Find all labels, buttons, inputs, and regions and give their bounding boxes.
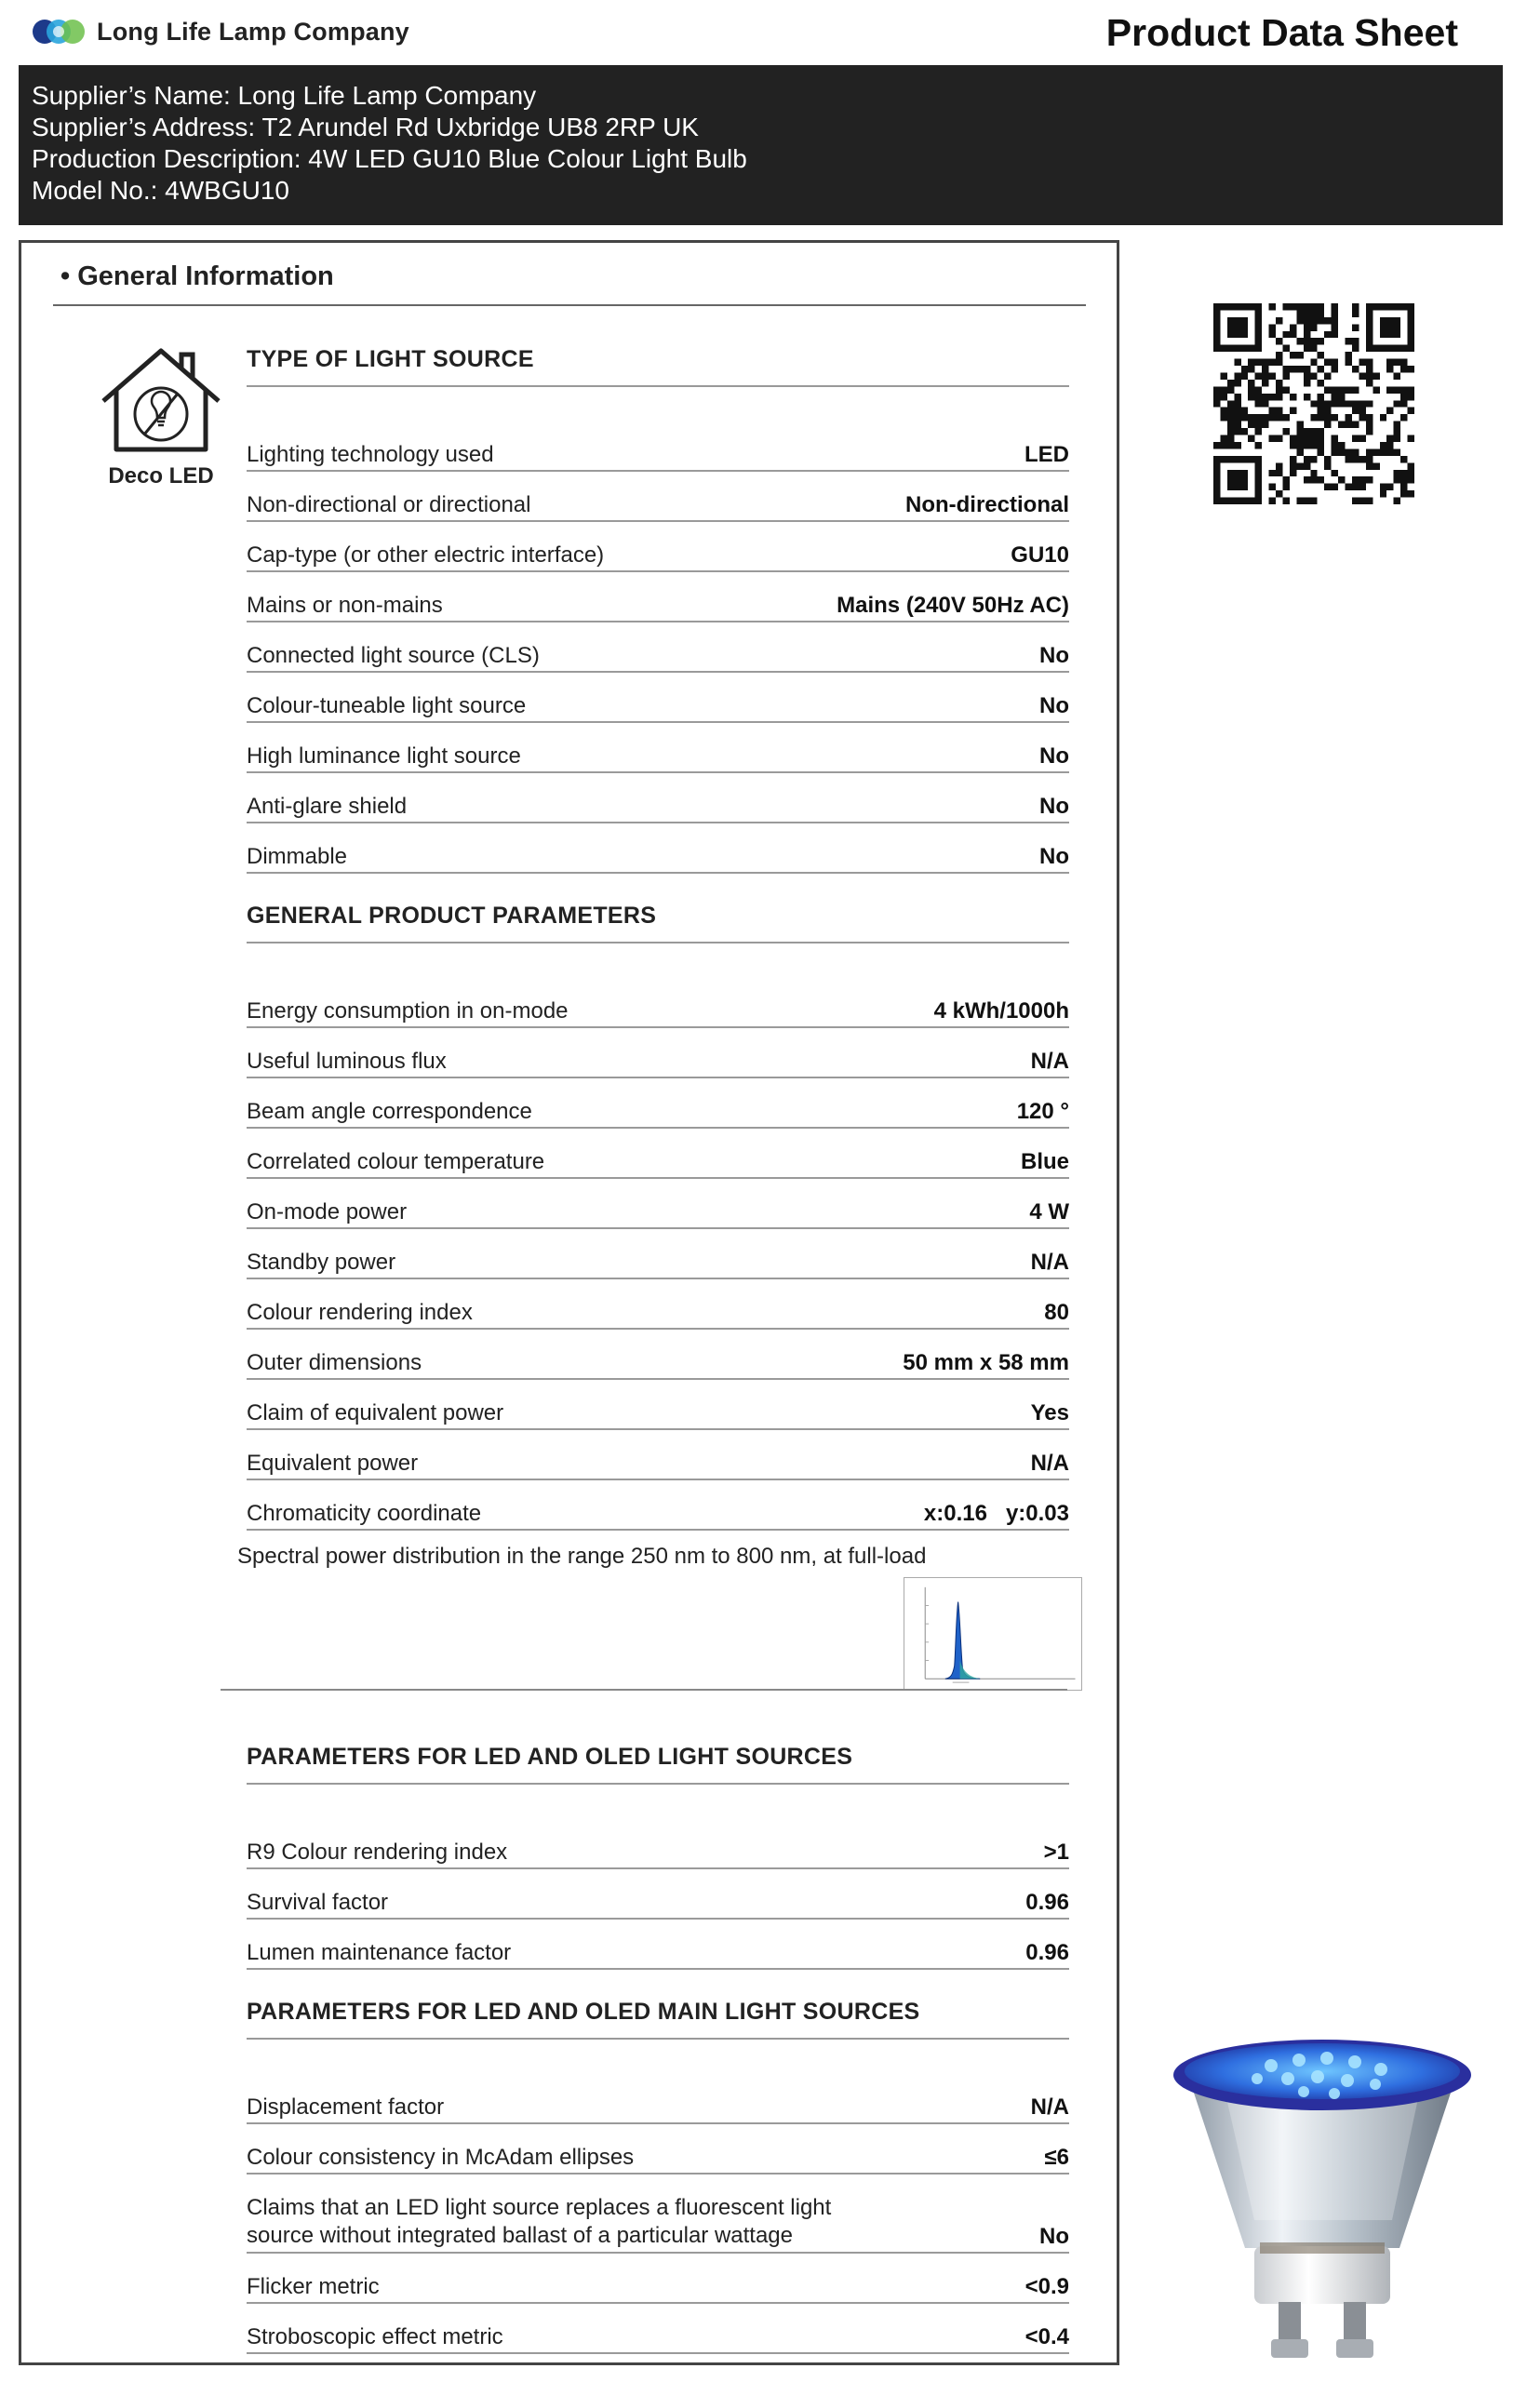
spec-value: >1 xyxy=(1043,1840,1069,1865)
spec-label: R9 Colour rendering index xyxy=(247,1840,508,1865)
spec-value: <0.4 xyxy=(1024,2324,1069,2349)
spec-row xyxy=(247,723,1069,773)
spec-label: Lighting technology used xyxy=(247,442,494,467)
spectral-distribution xyxy=(237,1544,1093,1570)
spec-row xyxy=(247,1279,1069,1330)
led-main-params-title: PARAMETERS FOR LED AND OLED MAIN LIGHT SOURCES xyxy=(247,1999,920,2025)
spec-row xyxy=(247,1179,1069,1229)
company-logo xyxy=(32,13,409,50)
spec-row xyxy=(247,422,1069,472)
spec-row xyxy=(247,472,1069,522)
spec-value: 0.96 xyxy=(1025,1890,1069,1915)
gu10-bulb-image xyxy=(1169,2034,1476,2373)
spectral-caption: Spectral power distribution in the range 250 nm to 800 nm, at full-load xyxy=(237,1544,927,1569)
section-divider xyxy=(53,304,1086,306)
spec-value: N/A xyxy=(1030,1451,1069,1476)
spec-label: Energy consumption in on-mode xyxy=(247,998,569,1024)
type-of-light-source-section xyxy=(247,343,1069,874)
supplier-name: Supplier’s Name: Long Life Lamp Company xyxy=(32,81,537,110)
title-divider xyxy=(247,2038,1069,2040)
spec-label: Useful luminous flux xyxy=(247,1049,447,1074)
product-description: Production Description: 4W LED GU10 Blue Colour Light Bulb xyxy=(32,144,747,173)
spec-value: N/A xyxy=(1030,1049,1069,1074)
spec-value: LED xyxy=(1024,442,1069,467)
logo-circles-icon xyxy=(32,13,86,50)
spec-value: No xyxy=(1039,743,1069,769)
spec-label: Connected light source (CLS) xyxy=(247,643,540,668)
spec-row xyxy=(247,1430,1069,1480)
section-heading: • General Information xyxy=(60,261,334,291)
spec-value: No xyxy=(1039,693,1069,718)
spec-label: Anti-glare shield xyxy=(247,794,408,819)
general-product-parameters-section xyxy=(247,900,1069,1531)
spec-value: No xyxy=(1039,2224,1069,2249)
spec-label: Equivalent power xyxy=(247,1451,419,1476)
spec-row xyxy=(247,1129,1069,1179)
spec-value: N/A xyxy=(1030,2094,1069,2120)
spec-value: No xyxy=(1039,794,1069,819)
house-bulb-icon xyxy=(96,343,226,455)
spec-value: Yes xyxy=(1030,1400,1069,1425)
spec-label: Claim of equivalent power xyxy=(247,1400,504,1425)
spec-label: Colour consistency in McAdam ellipses xyxy=(247,2145,635,2170)
spec-row xyxy=(247,2124,1069,2175)
led-main-params-rows xyxy=(247,2074,1069,2354)
spec-value: GU10 xyxy=(1011,542,1069,568)
spectral-distribution-chart xyxy=(904,1577,1082,1691)
spec-value: 0.96 xyxy=(1025,1940,1069,1965)
light-source-rows xyxy=(247,422,1069,874)
spec-value: x:0.16 y:0.03 xyxy=(923,1501,1069,1526)
spec-label: Colour rendering index xyxy=(247,1300,473,1325)
spec-value: 50 mm x 58 mm xyxy=(903,1350,1069,1375)
general-params-rows xyxy=(247,978,1069,1531)
spec-row xyxy=(247,2304,1069,2354)
led-oled-parameters-section xyxy=(247,1741,1069,1970)
spec-label: Standby power xyxy=(247,1250,396,1275)
spec-row xyxy=(247,1920,1069,1970)
deco-led-badge xyxy=(77,343,245,489)
deco-led-label: Deco LED xyxy=(108,463,214,488)
section-divider xyxy=(221,1689,1067,1691)
led-params-title: PARAMETERS FOR LED AND OLED LIGHT SOURCES xyxy=(247,1744,853,1770)
spec-label: Correlated colour temperature xyxy=(247,1149,545,1174)
spec-row xyxy=(247,2254,1069,2304)
spec-value: No xyxy=(1039,643,1069,668)
general-information-panel xyxy=(19,240,1119,2365)
spec-row xyxy=(247,1380,1069,1430)
spec-value: N/A xyxy=(1030,1250,1069,1275)
led-params-rows xyxy=(247,1819,1069,1970)
spec-label: Stroboscopic effect metric xyxy=(247,2324,503,2349)
spec-value: Mains (240V 50Hz AC) xyxy=(837,593,1069,618)
spec-label: Outer dimensions xyxy=(247,1350,422,1375)
spec-row xyxy=(247,572,1069,622)
spec-row xyxy=(247,1028,1069,1078)
page-title: Product Data Sheet xyxy=(1105,11,1458,54)
spec-row xyxy=(247,2175,1069,2254)
spec-label: Colour-tuneable light source xyxy=(247,693,527,718)
spec-row xyxy=(247,2074,1069,2124)
qr-code xyxy=(1213,303,1414,504)
light-source-title: TYPE OF LIGHT SOURCE xyxy=(247,346,534,372)
spec-label: High luminance light source xyxy=(247,743,521,769)
spec-row xyxy=(247,522,1069,572)
spec-label: Flicker metric xyxy=(247,2274,380,2299)
spec-row xyxy=(247,1480,1069,1531)
company-name: Long Life Lamp Company xyxy=(97,17,409,46)
spec-value: 4 kWh/1000h xyxy=(933,998,1069,1024)
spec-label: Beam angle correspondence xyxy=(247,1099,532,1124)
spec-row xyxy=(247,978,1069,1028)
spec-value: <0.9 xyxy=(1024,2274,1069,2299)
general-params-title: GENERAL PRODUCT PARAMETERS xyxy=(247,903,657,929)
spec-row xyxy=(247,1819,1069,1869)
spec-label: Mains or non-mains xyxy=(247,593,443,618)
spec-label: Displacement factor xyxy=(247,2094,445,2120)
spec-value: No xyxy=(1039,844,1069,869)
spec-row xyxy=(247,1078,1069,1129)
led-oled-main-parameters-section xyxy=(247,1996,1069,2354)
title-divider xyxy=(247,385,1069,387)
spec-label: Survival factor xyxy=(247,1890,389,1915)
spec-row xyxy=(247,1229,1069,1279)
spec-value: 4 W xyxy=(1029,1199,1069,1224)
spec-label: Lumen maintenance factor xyxy=(247,1940,512,1965)
spec-value: 80 xyxy=(1044,1300,1069,1325)
spec-value: ≤6 xyxy=(1044,2145,1069,2170)
spec-value: Non-directional xyxy=(904,492,1069,517)
title-divider xyxy=(247,1783,1069,1785)
spec-label: Chromaticity coordinate xyxy=(247,1501,482,1526)
spec-label: Cap-type (or other electric interface) xyxy=(247,542,605,568)
spec-row xyxy=(247,773,1069,823)
spec-row xyxy=(247,673,1069,723)
supplier-address: Supplier’s Address: T2 Arundel Rd Uxbridge UB8 2RP UK xyxy=(32,113,699,141)
spec-label: On-mode power xyxy=(247,1199,408,1224)
spec-row xyxy=(247,823,1069,874)
spec-label: Non-directional or directional xyxy=(247,492,531,517)
title-divider xyxy=(247,942,1069,943)
model-number: Model No.: 4WBGU10 xyxy=(32,176,289,205)
spec-value: Blue xyxy=(1020,1149,1069,1174)
spec-row xyxy=(247,1330,1069,1380)
spec-value: 120 ° xyxy=(1016,1099,1069,1124)
spec-label: Dimmable xyxy=(247,844,348,869)
spec-label: Claims that an LED light source replaces a fluorescent light source without integrated ballast of a particular wattage xyxy=(247,2195,832,2248)
supplier-info-band xyxy=(19,65,1503,225)
spec-row xyxy=(247,622,1069,673)
spec-row xyxy=(247,1869,1069,1920)
